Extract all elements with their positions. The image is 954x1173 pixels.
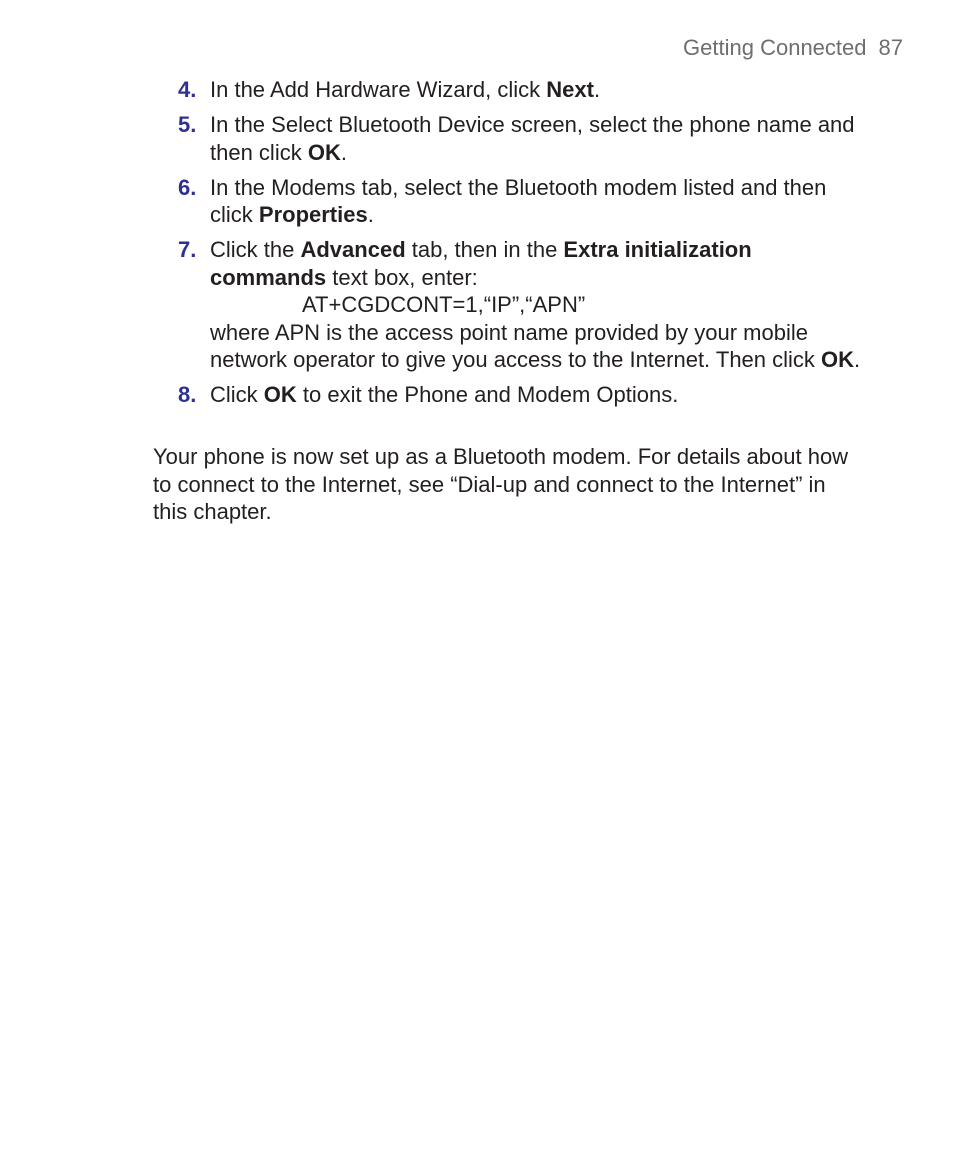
step-7 — [178, 236, 868, 374]
step-list — [178, 76, 868, 416]
step-5 — [178, 111, 868, 166]
step-number: 7. — [178, 237, 197, 262]
step-text-end: . — [593, 77, 601, 102]
ui-term-extra-init-commands: Extra initialization commands — [210, 237, 752, 290]
step-text-mid: tab, then in the — [405, 237, 564, 262]
step-text-explanation: where APN is the access point name provided by your mobile network operator to give you access to the Internet. Then click — [210, 319, 822, 372]
step-text: In the Modems tab, select the Bluetooth modem listed and then click — [210, 174, 827, 227]
step-number: 6. — [178, 174, 197, 200]
step-6 — [178, 174, 868, 229]
closing-paragraph: Your phone is now set up as a Bluetooth modem. For details about how to connect to the Internet, see “Dial-up and connect to the Internet” in this chapter. — [153, 444, 849, 524]
step-text: In the Add Hardware Wizard, click — [210, 77, 547, 102]
ui-term-advanced: Advanced — [300, 237, 406, 262]
ui-term-ok: OK — [307, 139, 341, 165]
page-number: 87 — [878, 35, 903, 60]
running-header — [683, 35, 903, 61]
step-number: 5. — [178, 112, 197, 137]
ui-term-next: Next — [546, 77, 594, 102]
step-text: Click — [210, 382, 264, 407]
step-text-mid: text box, enter: — [326, 264, 478, 290]
step-text-end: . — [367, 202, 374, 227]
step-text-end: . — [854, 347, 861, 372]
chapter-title: Getting Connected — [683, 35, 867, 60]
ui-term-ok: OK — [263, 382, 297, 407]
at-command: AT+CGDCONT=1,“IP”,“APN” — [302, 292, 586, 317]
ui-term-properties: Properties — [258, 202, 368, 227]
step-text: In the Select Bluetooth Device screen, select the phone name and then click — [210, 112, 855, 165]
step-number: 8. — [178, 382, 197, 407]
ui-term-ok: OK — [821, 347, 855, 372]
step-text-end: to exit the Phone and Modem Options. — [296, 382, 679, 407]
step-text: Click the — [210, 237, 301, 262]
step-number: 4. — [178, 77, 197, 102]
step-4 — [178, 76, 868, 104]
step-8 — [178, 381, 868, 409]
step-text-end: . — [340, 139, 347, 165]
